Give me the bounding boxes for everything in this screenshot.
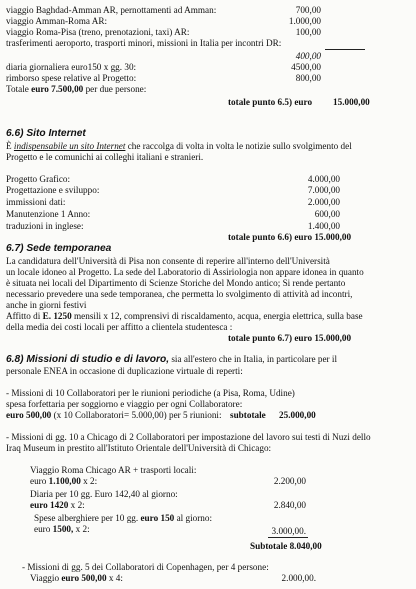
paragraph-line: Affitto di E. 1250 mensili x 12, comprensivi di riscaldamento, acqua, energia elettrica, sulla base (6, 311, 363, 321)
mission-line: - Missioni di 10 Collaboratori per le riunioni periodiche (a Pisa, Roma, Udine) (6, 388, 295, 398)
cost-label: Progetto Grafico: (6, 174, 71, 184)
cost-value: 1.000,00 (288, 16, 321, 26)
mission-value: 2.200,00 (273, 476, 306, 486)
cost-label: trasferimenti aeroporto, trasporti minori, missioni in Italia per incontri DR: (6, 38, 282, 48)
paragraph-line: La candidatura dell'Università di Pisa non consente di reperire all'interno dell'Università (6, 256, 330, 266)
mission-value: 2.000,00. (281, 573, 316, 583)
section-heading: 6.6) Sito Internet (6, 128, 86, 139)
mission-item: Spese alberghiere per 10 gg. euro 150 al giorno: (34, 513, 213, 523)
subtotale-label: subtotale (230, 410, 266, 420)
mission-item: euro 1420 x 2: (30, 500, 85, 510)
cost-value: 600,00 (314, 209, 340, 219)
cost-label: Manutenzione 1 Anno: (6, 209, 91, 219)
cost-label: immissioni dati: (6, 197, 66, 207)
totale-punto: totale punto 6.6) euro 15.000,00 (228, 232, 352, 242)
mission-line: euro 500,00 (x 10 Collaboratori= 5.000,00) per 5 riunioni: (6, 410, 222, 420)
cost-value: 400,00 (295, 51, 321, 61)
mission-item: euro 1.100,00 x 2: (30, 476, 98, 486)
mission-line: Iraq Museum in prestito all'Istituto Orientale dell'Università di Chicago: (6, 443, 272, 453)
paragraph-line: Progetto e le comunichi ai colleghi italiani e stranieri. (6, 152, 204, 162)
cost-value: 1.400,00 (307, 221, 340, 231)
subtotal-rule (325, 49, 365, 50)
section-heading-line: 6.8) Missioni di studio e di lavoro, sia all'estero che in Italia, in particolare per il (6, 354, 338, 365)
cost-label: diaria giornaliera euro150 x gg. 30: (6, 62, 137, 72)
paragraph-line: È indispensabile un sito Internet che raccolga di volta in volta le notizie sullo svolgimento del (6, 141, 352, 151)
mission-line: spesa forfettaria per soggiorno e viaggio per ogni Collaboratore: (6, 399, 243, 409)
cost-value: 2.000,00 (307, 197, 340, 207)
mission-line: - Missioni di gg. 10 a Chicago di 2 Collaboratori per impostazione del lavoro sui testi di Nuzi dello (6, 432, 371, 442)
paragraph-line: è situata nei locali del Dipartimento di Scienze Storiche del Mondo antico; Si rende pertanto (6, 278, 346, 288)
mission-value: 3.000,00. (271, 526, 306, 536)
paragraph-line: necessario prevedere una sede temporanea, che permetta lo svolgimento di attività ad incontri, (6, 289, 353, 299)
mission-value: 2.840,00 (273, 500, 306, 510)
cost-value: 4500,00 (291, 62, 321, 72)
cost-value: 7.000,00 (307, 185, 340, 195)
cost-value: 4.000,00 (307, 174, 340, 184)
cost-value: 800,00 (295, 73, 321, 83)
paragraph-line: un locale idoneo al Progetto. La sede del Laboratorio di Assiriologia non appare idonea in quanto (6, 267, 364, 277)
mission-item: Viaggio euro 500,00 x 4: (30, 573, 123, 583)
mission-line: - Missioni di gg. 5 dei Collaboratori di Copenhagen, per 4 persone: (22, 562, 269, 572)
cost-label: Progettazione e sviluppo: (6, 185, 100, 195)
mission-item: euro 1500, x 2: (34, 524, 90, 534)
cost-value: 700,00 (295, 5, 321, 15)
subtotale-line: Subtotale 8.040,00 (250, 541, 322, 551)
cost-value: 100,00 (295, 27, 321, 37)
paragraph-line: personale ENEA in occasione di duplicazione virtuale di reperti: (6, 366, 243, 376)
cost-label: traduzioni in inglese: (6, 221, 84, 231)
cost-label: viaggio Amman-Roma AR: (6, 16, 108, 26)
mission-item: Viaggio Roma Chicago AR + trasporti locali: (30, 465, 197, 475)
paragraph-line: anche in giorni festivi (6, 300, 87, 310)
paragraph-line: della media dei costi locali per affitto a clientela studentesca : (6, 322, 233, 332)
totale-punto-label: totale punto 6.5) euro (228, 97, 313, 107)
totale-punto-amount: 15.000,00 (333, 97, 370, 107)
mission-item: Diaria per 10 gg. Euro 142,40 al giorno: (30, 489, 178, 499)
subtotal-rule (268, 537, 308, 538)
cost-label: viaggio Roma-Pisa (treno, prenotazioni, taxi) AR: (6, 27, 190, 37)
subtotale-amount: 25.000,00 (279, 410, 316, 420)
cost-label: rimborso spese relative al Progetto: (6, 73, 137, 83)
section-heading: 6.7) Sede temporanea (6, 243, 112, 254)
totale-punto: totale punto 6.7) euro 15.000,00 (228, 333, 352, 343)
cost-label: viaggio Baghdad-Amman AR, pernottamenti ad Amman: (6, 5, 217, 15)
totale-line: Totale euro 7.500,00 per due persone: (6, 84, 147, 94)
